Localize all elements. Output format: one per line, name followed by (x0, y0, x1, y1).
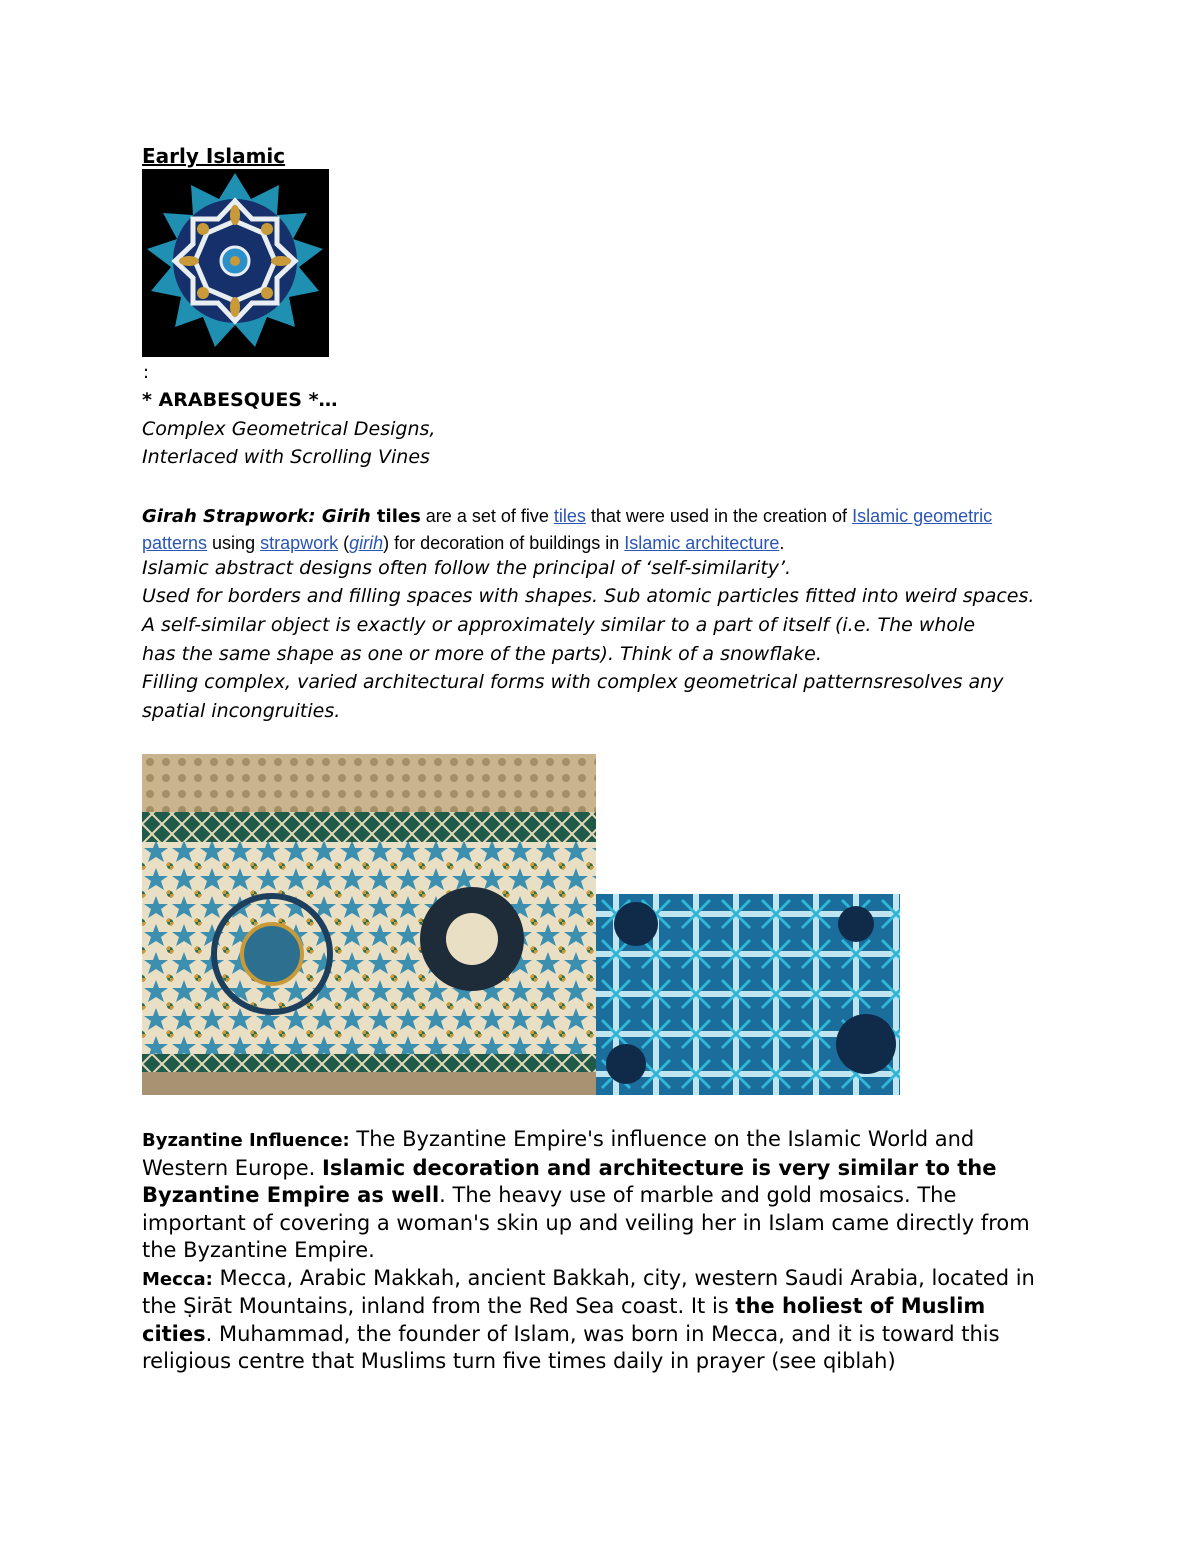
colon-text: : (143, 362, 150, 383)
italic-line-3: A self-similar object is exactly or approximately similar to a part of itself (i.e. The whole (142, 614, 976, 636)
star-tile-image (142, 169, 329, 357)
mecca-bold: the holiest of Muslim cities (142, 1294, 986, 1346)
byzantine-bold: Islamic decoration and architecture is very similar to the Byzantine Empire as well (142, 1155, 997, 1207)
girah-text-3: using (207, 533, 261, 553)
italic-line-2: Used for borders and filling spaces with shapes. Sub atomic particles fitted into weird spaces. (142, 585, 1035, 607)
byzantine-label: Byzantine Influence: (142, 1130, 350, 1151)
girah-text-1: are a set of five (420, 506, 554, 526)
byzantine-text-1: The Byzantine Empire's influence on the Islamic World and Western Europe. (142, 1127, 975, 1180)
mosaic-wall-photo (142, 754, 596, 1095)
mecca-text-2: . Muhammad, the founder of Islam, was born in Mecca, and it is toward this religious centre that Muslims turn five times daily in prayer (see qiblah) (142, 1321, 1000, 1373)
arabesques-heading: * ARABESQUES *… (142, 389, 338, 411)
link-islamic-geometric-patterns[interactable]: Islamic geometric patterns (142, 506, 993, 553)
italic-line-5: Filling complex, varied architectural forms with complex geometrical patternsresolves any (142, 671, 1004, 693)
byzantine-mecca-text (142, 1126, 1062, 1376)
arabesques-line-2: Interlaced with Scrolling Vines (142, 446, 430, 468)
page-title: Early Islamic (142, 144, 286, 168)
arabesques-line-1: Complex Geometrical Designs, (142, 418, 436, 440)
mecca-text-1: Mecca, Arabic Makkah, ancient Bakkah, city, western Saudi Arabia, located in the Ṣirāt Mountains, inland from the Red Sea coast. It is (142, 1265, 1035, 1318)
blue-tile-photo (596, 894, 900, 1095)
byzantine-text-2: . The heavy use of marble and gold mosaics. The important of covering a woman's skin up and veiling her in Islam came directly from the Byzantine Empire. (142, 1183, 1030, 1262)
link-girih[interactable]: girih (349, 533, 384, 553)
girah-text-5: ) for decoration of buildings in (383, 533, 625, 553)
italic-line-6: spatial incongruities. (142, 700, 341, 722)
link-strapwork[interactable]: strapwork (260, 533, 339, 553)
girah-heading: Girah Strapwork: (142, 506, 316, 527)
link-islamic-architecture[interactable]: Islamic architecture (624, 533, 780, 553)
girah-text-6: . (779, 533, 785, 553)
tiles-term: tiles (370, 506, 421, 527)
girih-term: Girih (315, 506, 371, 527)
italic-line-1: Islamic abstract designs often follow the principal of ‘self-similarity’. (142, 557, 792, 579)
girah-text-2: that were used in the creation of (585, 506, 853, 526)
mecca-label: Mecca: (142, 1268, 213, 1290)
link-tiles[interactable]: tiles (553, 506, 586, 526)
girah-text-4: ( (338, 533, 350, 553)
girah-paragraph (142, 503, 1042, 557)
italic-line-4: has the same shape as one or more of the parts). Think of a snowflake. (142, 643, 822, 665)
